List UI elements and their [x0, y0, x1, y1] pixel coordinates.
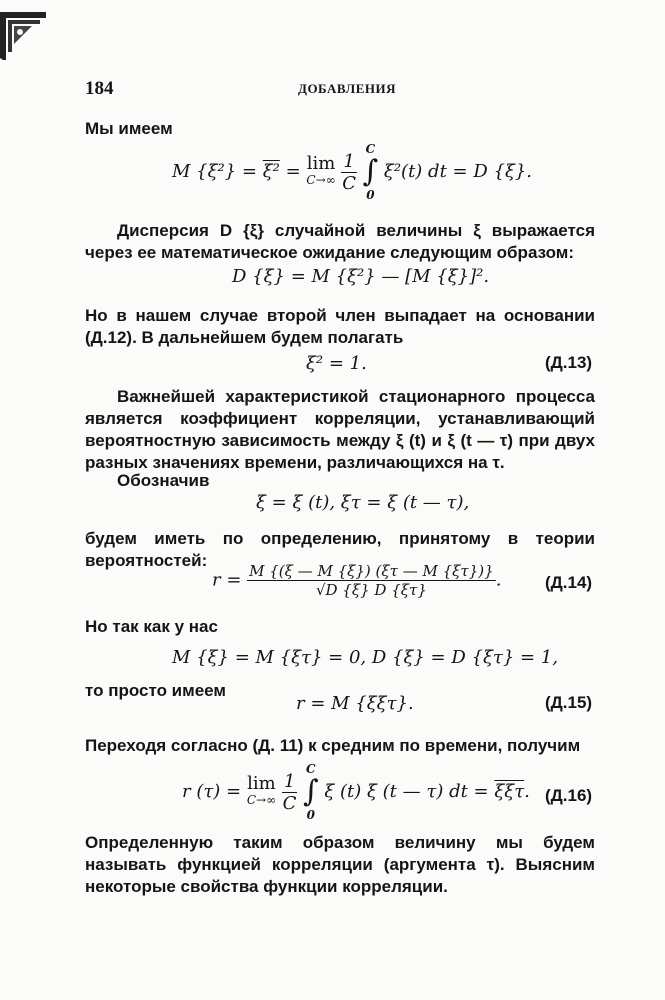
- page-number: 184: [85, 78, 114, 99]
- equation-3-label: (Д.13): [545, 353, 593, 372]
- paragraph-3: Но в нашем случае второй член выпадает на основании (Д.12). В дальнейшем будем полагать: [85, 306, 595, 347]
- equation-5: r = $\frac{M \{(\xi — M \{\xi\}) (\xi\tau — M \{\xi\tau\})\}}{√D \{\xi\} D \{\xi\tau\}}$ .: [212, 562, 502, 599]
- paragraph-1: Мы имеем: [85, 119, 173, 138]
- equation-5-label: (Д.14): [545, 573, 593, 592]
- equation-8-label: (Д.16): [545, 786, 593, 805]
- equation-2: D {ξ} = M {ξ²} — [M {ξ}]².: [232, 266, 490, 287]
- equation-1: M {ξ²} = ξ² = lim C→∞ $\frac{1}{C}$ C ∫ 0 ξ²(t) dt = D {ξ}.: [172, 142, 533, 202]
- equation-7-label: (Д.15): [545, 693, 593, 712]
- paragraph-9: Переходя согласно (Д. 11) к средним по времени, получим: [85, 736, 581, 755]
- corner-ornament-icon: [0, 12, 48, 60]
- paragraph-7: Но так как у нас: [85, 617, 218, 636]
- equation-6: M {ξ} = M {ξτ} = 0, D {ξ} = D {ξτ} = 1,: [172, 647, 558, 668]
- paragraph-5: Обозначив: [117, 471, 210, 490]
- page-header: [85, 78, 595, 102]
- paragraph-4: Важнейшей характеристикой стационарного процесса является коэффициент корреляции, устанавливающий вероятностную зависимость между ξ (t) и ξ (t — τ) при двух разных значениях времени, различающихся на τ.: [85, 387, 595, 472]
- equation-7: r = M {ξξτ}.: [296, 693, 414, 714]
- running-head: ДОБАВЛЕНИЯ: [298, 81, 397, 96]
- paragraph-2: Дисперсия D {ξ} случайной величины ξ выражается через ее математическое ожидание следующим образом:: [85, 221, 595, 262]
- equation-8: r (τ) = lim C→∞ $\frac{1}{C}$ C ∫ 0 ξ (t) ξ (t — τ) dt = $\overline{\xi\xi\tau}$.: [182, 762, 530, 822]
- paragraph-6: будем иметь по определению, принятому в теории вероятностей:: [85, 529, 595, 570]
- equation-3: ξ² = 1.: [306, 353, 367, 374]
- paragraph-10: Определенную таким образом величину мы будем называть функцией корреляции (аргумента τ). Выясним некоторые свойства функции корреляции.: [85, 833, 595, 896]
- paragraph-8: то просто имеем: [85, 681, 226, 700]
- equation-4: ξ = ξ (t), ξτ = ξ (t — τ),: [256, 492, 470, 513]
